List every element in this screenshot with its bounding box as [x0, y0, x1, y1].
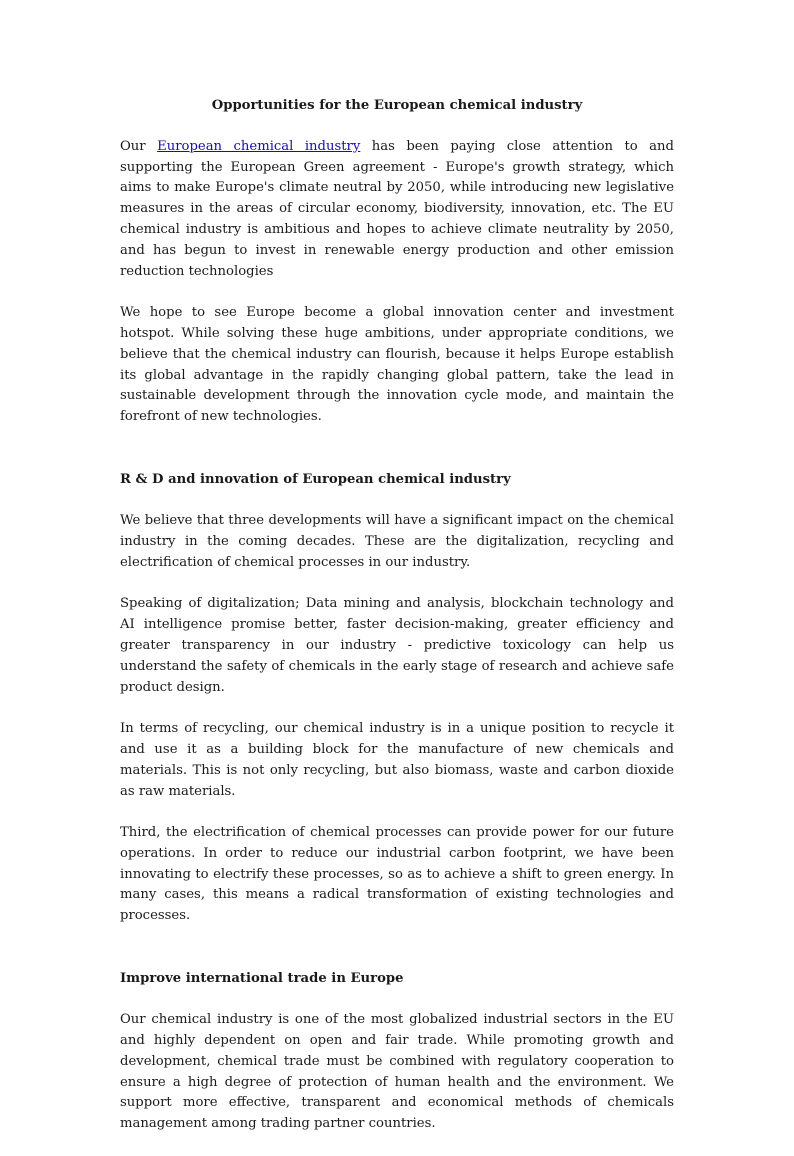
rd-paragraph-1: We believe that three developments will have a significant impact on the chemical industry in the coming decades. These are the digitalization, recycling and electrification of chemical processes in our industry. [120, 513, 674, 570]
intro-paragraph [120, 137, 674, 283]
rd-paragraph-4: Third, the electrification of chemical processes can provide power for our future operations. In order to reduce our industrial carbon footprint, we have been innovating to electrify these processes, so as to achieve a shift to green energy. In many cases, this means a radical transformation of existing technologies and processes. [120, 825, 674, 924]
rd-paragraph-2: Speaking of digitalization; Data mining and analysis, blockchain technology and AI intelligence promise better, faster decision-making, greater efficiency and greater transparency in our industry - predictive toxicology can help us understand the safety of chemicals in the early stage of research and achieve safe product design. [120, 596, 674, 695]
intro-prefix: Our [120, 138, 158, 154]
intro-paragraph-2: We hope to see Europe become a global innovation center and investment hotspot. While solving these huge ambitions, under appropriate conditions, we believe that the chemical industry can flourish, because it helps Europe establish its global advantage in the rapidly changing global pattern, take the lead in sustainable development through the innovation cycle mode, and maintain the forefront of new technologies. [120, 305, 674, 425]
rd-paragraph-3: In terms of recycling, our chemical industry is in a unique position to recycle it and use it as a building block for the manufacture of new chemicals and materials. This is not only recycling, but also biomass, waste and carbon dioxide as raw materials. [120, 721, 674, 799]
document-page [120, 96, 674, 1156]
section-heading-rd: R & D and innovation of European chemical industry [120, 471, 511, 487]
section-heading-trade: Improve international trade in Europe [120, 970, 404, 986]
european-chemical-industry-link[interactable]: European chemical industry [157, 138, 361, 154]
intro-suffix: has been paying close attention to and supporting the European Green agreement - Europe's growth strategy, which aims to make Europe's climate neutral by 2050, while introducing new legislative measures in the areas of circular economy, biodiversity, innovation, etc. The EU chemical industry is ambitious and hopes to achieve climate neutrality by 2050, and has begun to invest in renewable energy production and other emission reduction technologies [120, 138, 674, 279]
trade-paragraph-1: Our chemical industry is one of the most globalized industrial sectors in the EU and highly dependent on open and fair trade. While promoting growth and development, chemical trade must be combined with regulatory cooperation to ensure a high degree of protection of human health and the environment. We support more effective, transparent and economical methods of chemicals management among trading partner countries. [120, 1012, 674, 1132]
page-title: Opportunities for the European chemical industry [211, 98, 583, 113]
section-spacer [120, 449, 674, 470]
section-spacer [120, 948, 674, 969]
